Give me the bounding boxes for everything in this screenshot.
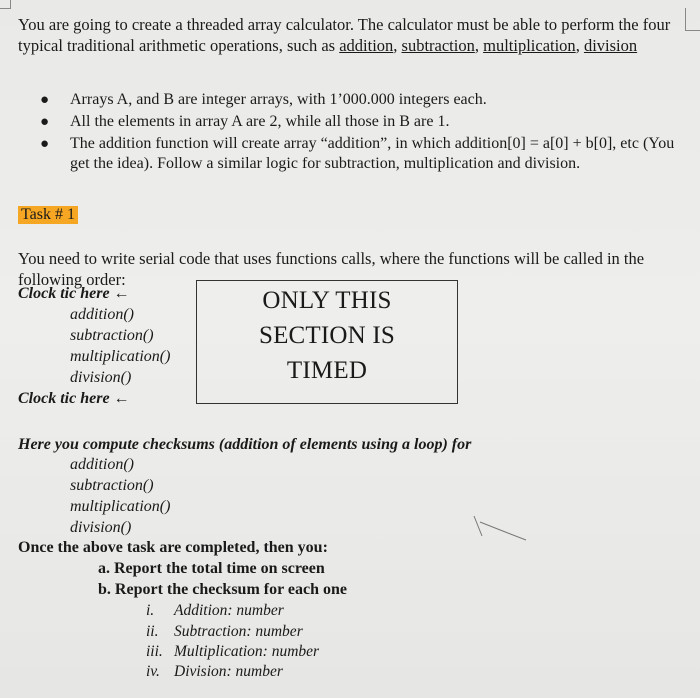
timed-section-box	[196, 280, 458, 404]
clock-end-label: Clock tic here ←	[18, 390, 130, 407]
bullet-icon: ●	[40, 114, 50, 130]
bullet-text: All the elements in array A are 2, while all those in B are 1.	[70, 113, 450, 130]
sub-item-text: Multiplication: number	[174, 643, 320, 660]
clock-start-label: Clock tic here ←	[18, 285, 130, 302]
page-edge-mark	[685, 8, 700, 31]
op-multiplication: multiplication	[483, 36, 576, 55]
pen-stroke-mark	[470, 512, 530, 542]
step-text: Report the checksum for each one	[114, 581, 348, 598]
timed-function: multiplication()	[70, 348, 171, 365]
checksum-heading: Here you compute checksums (addition of elements using a loop) for	[18, 436, 472, 453]
sub-item-number: i.	[146, 602, 155, 619]
op-subtraction: subtraction	[401, 36, 475, 55]
bullet-text: Arrays A, and B are integer arrays, with 1’000.000 integers each.	[70, 91, 487, 108]
completion-step	[98, 581, 347, 599]
bullet-icon: ●	[40, 92, 50, 108]
requirements-list	[40, 90, 680, 176]
timed-function: addition()	[70, 306, 134, 323]
sub-item-text: Addition: number	[174, 602, 284, 619]
step-text: Report the total time on screen	[114, 560, 325, 577]
task-description: You need to write serial code that uses functions calls, where the functions will be called in the following order:	[18, 249, 645, 289]
timed-box-line: ONLY THIS	[262, 287, 392, 314]
step-label: a.	[98, 560, 110, 577]
timed-box-line: TIMED	[286, 357, 368, 384]
completion-step	[98, 560, 325, 578]
sub-item-text: Division: number	[174, 663, 283, 680]
checksum-function: multiplication()	[70, 498, 171, 515]
intro-paragraph	[18, 14, 678, 56]
task-title: Task # 1	[18, 206, 78, 224]
bullet-icon: ●	[40, 136, 50, 152]
report-sub-item	[146, 663, 283, 681]
report-sub-item	[146, 602, 284, 620]
list-item	[40, 134, 680, 174]
checksum-function: subtraction()	[70, 477, 154, 494]
op-division: division	[583, 36, 638, 55]
intro-text: You are going to create a threaded array calculator. The calculator must be able to perform the four typical traditional arithmetic operations, such as	[18, 15, 671, 55]
checksum-function: addition()	[70, 456, 134, 473]
intro-sep: ,	[474, 36, 484, 55]
bullet-text: The addition function will create array “addition”, in which addition[0] = a[0] + b[0], etc (You get the idea). Follow a similar logic for subtraction, multiplication and division.	[70, 135, 675, 172]
timed-function: subtraction()	[70, 327, 154, 344]
sub-item-number: iv.	[146, 663, 160, 680]
op-addition: addition	[339, 36, 394, 55]
intro-sep: ,	[393, 36, 402, 55]
step-label: b.	[98, 581, 111, 598]
checksum-function: division()	[70, 519, 132, 536]
sub-item-number: iii.	[146, 643, 163, 660]
sub-item-text: Subtraction: number	[174, 623, 303, 640]
list-item	[40, 112, 680, 132]
page-corner-mark	[0, 0, 11, 9]
timed-box-line: SECTION IS	[258, 322, 396, 349]
intro-sep: ,	[575, 36, 584, 55]
report-sub-item	[146, 643, 319, 661]
list-item	[40, 90, 680, 110]
timed-function: division()	[70, 369, 132, 386]
sub-item-number: ii.	[146, 623, 159, 640]
report-sub-item	[146, 623, 303, 641]
completion-heading: Once the above task are completed, then you:	[18, 539, 328, 556]
